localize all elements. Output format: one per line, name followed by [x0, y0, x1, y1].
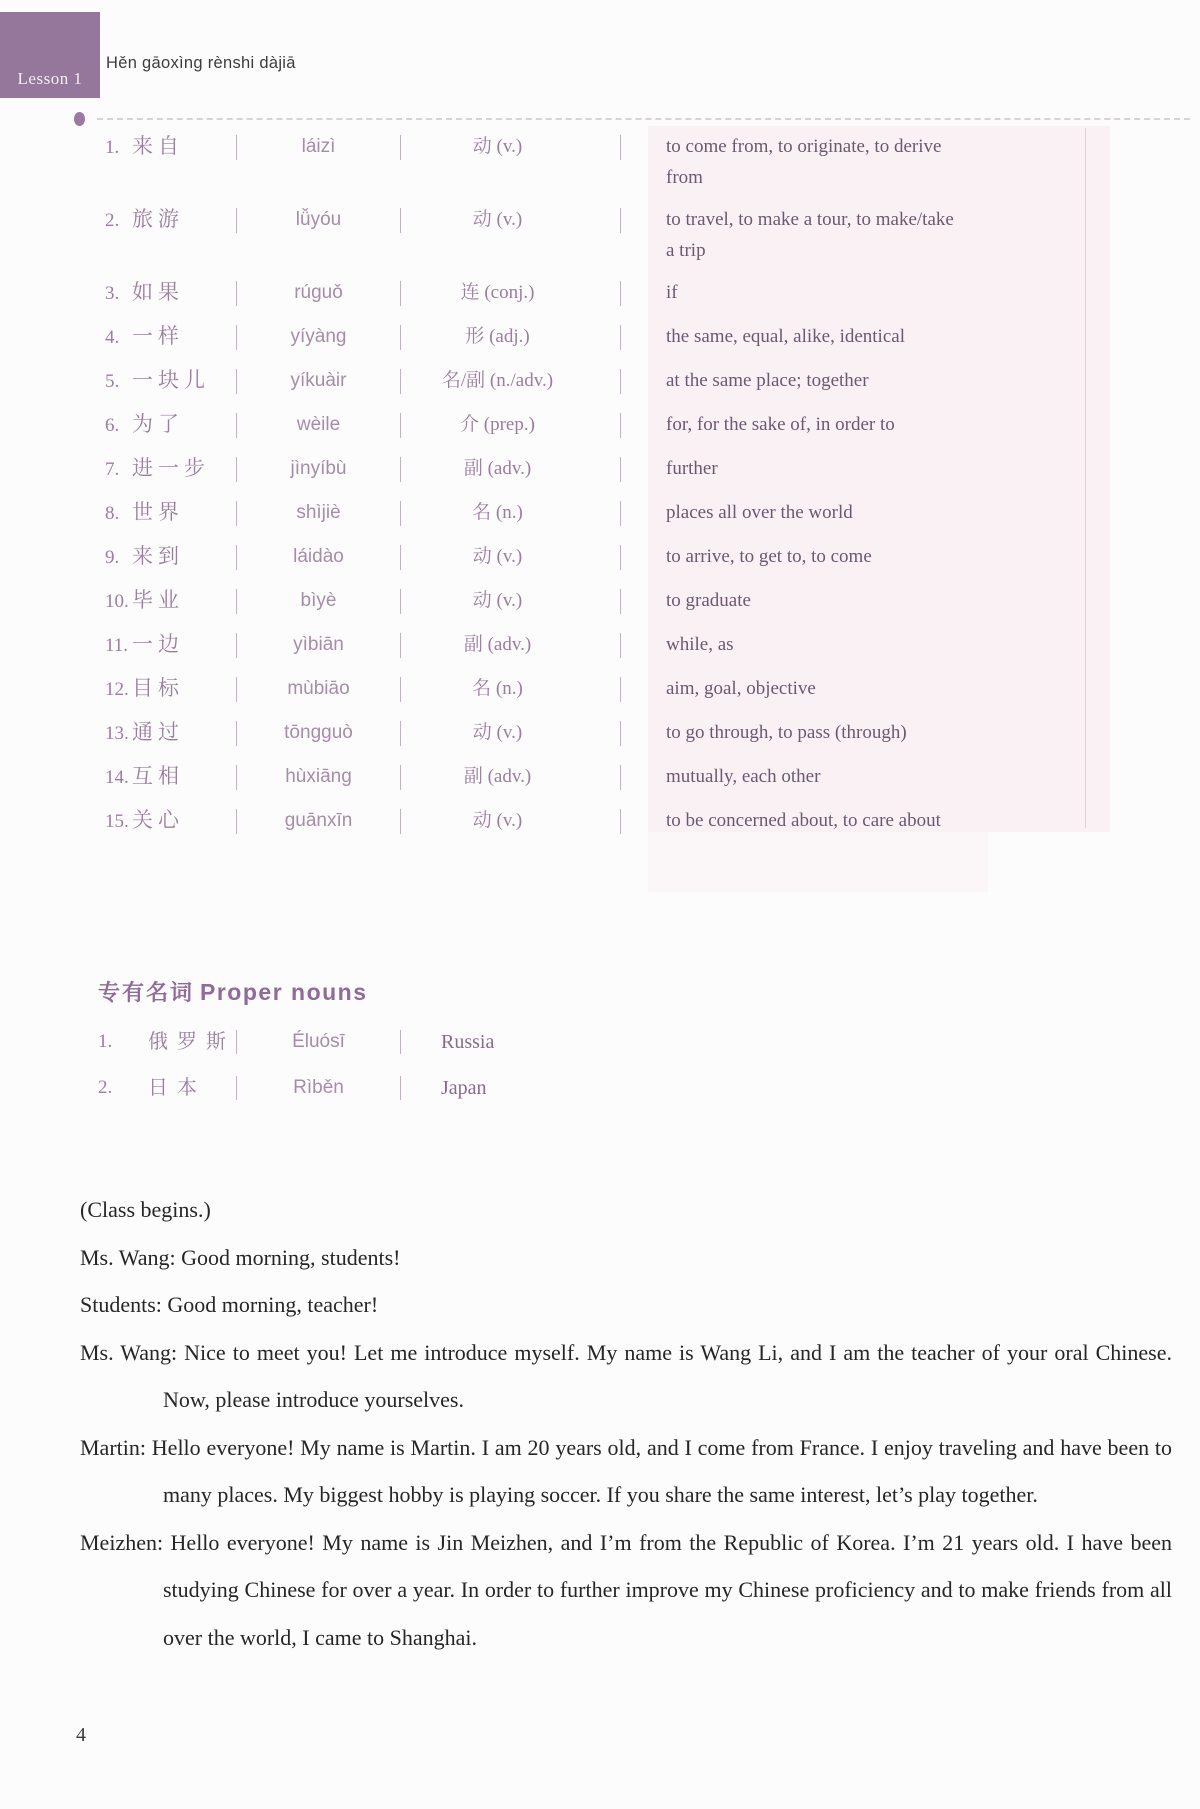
proper-noun-translation: Japan: [441, 1077, 487, 1099]
vocab-hanzi: 旅游: [132, 207, 184, 231]
proper-noun-pinyin: Rìběn: [293, 1077, 344, 1098]
column-divider: [620, 457, 621, 482]
vocab-number: 1.: [105, 137, 120, 158]
column-divider: [620, 208, 621, 233]
vocab-word: [105, 453, 236, 486]
vocab-translation: if: [666, 282, 678, 303]
proper-noun-number: 2.: [98, 1077, 113, 1098]
vocab-row: [80, 629, 1190, 662]
vocab-part-of-speech: 动 (v.): [472, 209, 523, 230]
column-divider: [620, 413, 621, 438]
lesson-badge: [0, 12, 100, 98]
divider-dashed-line: [97, 118, 1190, 120]
vocab-number: 15.: [105, 811, 129, 832]
vocab-translation: to graduate: [666, 590, 751, 611]
vocab-pinyin: yíyàng: [290, 326, 347, 347]
vocab-row: [80, 131, 1190, 193]
vocab-word: [105, 629, 236, 662]
vocab-pinyin: wèile: [296, 414, 341, 435]
vocab-row: [80, 805, 1190, 838]
vocab-hanzi: 互相: [132, 764, 184, 788]
divider-dot-icon: [74, 112, 85, 126]
vocab-hanzi: 通过: [132, 720, 184, 744]
vocab-word: [105, 761, 236, 794]
vocab-translation: to go through, to pass (through): [666, 722, 907, 743]
vocab-part-of-speech: 介 (prep.): [460, 414, 535, 435]
vocab-row: [80, 541, 1190, 574]
vocab-hanzi: 来到: [132, 544, 184, 568]
page-title: Hěn gāoxìng rènshi dàjiā: [106, 54, 296, 72]
vocab-part-of-speech: 名 (n.): [472, 678, 523, 699]
vocab-part-of-speech: 形 (adj.): [465, 326, 530, 347]
column-divider: [400, 1030, 401, 1054]
vocab-part-of-speech: 连 (conj.): [460, 282, 535, 303]
vocab-row: [80, 761, 1190, 794]
column-divider: [620, 369, 621, 394]
vocab-part-of-speech: 动 (v.): [472, 722, 523, 743]
vocab-hanzi: 一边: [132, 632, 184, 656]
vocab-number: 2.: [105, 210, 120, 231]
vocab-translation: the same, equal, alike, identical: [666, 326, 905, 347]
proper-noun-hanzi: 日本: [148, 1077, 206, 1099]
vocab-pinyin: tōngguò: [284, 722, 353, 743]
dialogue-paragraph: Martin: Hello everyone! My name is Martin. I am 20 years old, and I come from France. I enjoy traveling and have been to many places. My biggest hobby is playing soccer. If you share the same interest, let’s play together.: [80, 1434, 1172, 1507]
vocab-part-of-speech: 名 (n.): [472, 502, 523, 523]
vocab-hanzi: 关心: [132, 808, 184, 832]
vocab-number: 8.: [105, 503, 120, 524]
vocab-translation: to come from, to originate, to derive from: [666, 136, 942, 188]
vocab-pinyin: mùbiāo: [287, 678, 350, 699]
vocab-number: 5.: [105, 371, 120, 392]
vocab-part-of-speech: 副 (adv.): [463, 458, 532, 479]
vocab-hanzi: 为了: [132, 412, 184, 436]
column-divider: [620, 721, 621, 746]
vocab-word: [105, 365, 236, 398]
vocab-part-of-speech: 动 (v.): [472, 546, 523, 567]
dialogue-paragraph: Meizhen: Hello everyone! My name is Jin Meizhen, and I’m from the Republic of Korea. I’m 21 years old. I have been studying Chinese for over a year. In order to further improve my Chinese proficiency and to make friends from all over the world, I came to Shanghai.: [80, 1529, 1172, 1650]
section-divider: [74, 112, 1190, 126]
vocab-number: 13.: [105, 723, 129, 744]
proper-noun-row: [80, 1027, 1080, 1057]
proper-nouns-section: [80, 976, 1080, 1119]
column-divider: [400, 1076, 401, 1100]
vocab-part-of-speech: 副 (adv.): [463, 634, 532, 655]
vocab-hanzi: 进一步: [132, 456, 210, 480]
dialogue-paragraph: Ms. Wang: Good morning, students!: [80, 1244, 401, 1270]
vocab-number: 11.: [105, 635, 129, 656]
vocab-pinyin: bìyè: [300, 590, 337, 611]
proper-nouns-heading-zh: 专有名词: [98, 980, 195, 1005]
vocab-translation: at the same place; together: [666, 370, 869, 391]
column-divider: [620, 633, 621, 658]
vocab-part-of-speech: 名/副 (n./adv.): [441, 370, 554, 391]
column-divider: [620, 589, 621, 614]
vocab-pinyin: láizì: [301, 136, 336, 157]
dialogue-paragraph: Students: Good morning, teacher!: [80, 1292, 379, 1317]
column-divider: [620, 281, 621, 306]
proper-noun-translation: Russia: [441, 1031, 495, 1053]
vocab-pinyin: láidào: [293, 546, 344, 567]
column-divider: [620, 809, 621, 834]
vocab-row: [80, 321, 1190, 354]
column-divider: [620, 545, 621, 570]
vocab-word: [105, 541, 236, 574]
vocab-pinyin: yíkuàir: [290, 370, 347, 391]
dialogue-paragraph: Ms. Wang: Nice to meet you! Let me introduce myself. My name is Wang Li, and I am the teacher of your oral Chinese. Now, please introduce yourselves.: [80, 1339, 1172, 1412]
column-divider: [620, 677, 621, 702]
vocab-translation: to travel, to make a tour, to make/take a trip: [666, 209, 954, 261]
vocab-hanzi: 如果: [132, 280, 184, 304]
vocab-part-of-speech: 动 (v.): [472, 810, 523, 831]
vocab-hanzi: 一块儿: [132, 368, 210, 392]
page-number: 4: [76, 1724, 86, 1746]
proper-noun-pinyin: Éluósī: [292, 1031, 345, 1052]
vocab-row: [80, 204, 1190, 266]
vocab-row: [80, 497, 1190, 530]
vocab-translation: aim, goal, objective: [666, 678, 816, 699]
vocab-pinyin: jìnyíbù: [290, 458, 347, 479]
vocab-row: [80, 673, 1190, 706]
vocab-row: [80, 365, 1190, 398]
vocab-number: 10.: [105, 591, 129, 612]
vocab-row: [80, 277, 1190, 310]
vocab-pinyin: lǚyóu: [295, 209, 342, 230]
vocab-word: [105, 805, 236, 838]
vocab-word: [105, 277, 236, 310]
vocab-word: [105, 131, 236, 164]
vocab-number: 3.: [105, 283, 120, 304]
vocab-pinyin: guānxīn: [284, 810, 353, 831]
vocab-row: [80, 409, 1190, 442]
vocab-pinyin: yìbiān: [293, 634, 344, 655]
vocab-hanzi: 世界: [132, 500, 184, 524]
vocab-pinyin: shìjiè: [296, 502, 341, 523]
vocab-number: 7.: [105, 459, 120, 480]
vocab-translation: mutually, each other: [666, 766, 821, 787]
lesson-badge-label: Lesson 1: [17, 69, 83, 88]
vocab-word: [105, 497, 236, 530]
column-divider: [620, 325, 621, 350]
vocab-word: [105, 673, 236, 706]
vocab-translation: places all over the world: [666, 502, 853, 523]
vocab-hanzi: 毕业: [132, 588, 184, 612]
vocab-translation: further: [666, 458, 718, 479]
vocab-word: [105, 585, 236, 618]
vocab-number: 4.: [105, 327, 120, 348]
proper-noun-hanzi: 俄罗斯: [148, 1031, 235, 1053]
vocab-row: [80, 453, 1190, 486]
vocab-number: 9.: [105, 547, 120, 568]
vocab-word: [105, 409, 236, 442]
vocab-number: 6.: [105, 415, 120, 436]
proper-nouns-heading: [98, 976, 1080, 1007]
vocab-hanzi: 一样: [132, 324, 184, 348]
vocab-number: 12.: [105, 679, 129, 700]
vocab-translation: to arrive, to get to, to come: [666, 546, 872, 567]
proper-noun-row: [80, 1073, 1080, 1103]
vocab-row: [80, 585, 1190, 618]
vocab-number: 14.: [105, 767, 129, 788]
vocab-hanzi: 目标: [132, 676, 184, 700]
vocab-pinyin: rúguǒ: [294, 282, 343, 303]
vocab-translation: while, as: [666, 634, 734, 655]
vocab-part-of-speech: 动 (v.): [472, 590, 523, 611]
proper-nouns-heading-en: Proper nouns: [200, 979, 368, 1005]
proper-noun-number: 1.: [98, 1031, 113, 1052]
vocab-word: [105, 321, 236, 354]
vocab-row: [80, 717, 1190, 750]
vocab-part-of-speech: 动 (v.): [472, 136, 523, 157]
column-divider: [620, 501, 621, 526]
dialogue-paragraph: (Class begins.): [80, 1197, 211, 1222]
vocab-part-of-speech: 副 (adv.): [463, 766, 532, 787]
vocab-translation: to be concerned about, to care about: [666, 810, 941, 831]
column-divider: [620, 765, 621, 790]
vocab-pinyin: hùxiāng: [285, 766, 352, 787]
dialogue-translation: [80, 1186, 1172, 1661]
vocabulary-list: [80, 131, 1190, 849]
vocab-word: [105, 717, 236, 750]
vocab-word: [105, 204, 236, 237]
column-divider: [620, 135, 621, 160]
vocab-hanzi: 来自: [132, 134, 184, 158]
vocab-translation: for, for the sake of, in order to: [666, 414, 895, 435]
